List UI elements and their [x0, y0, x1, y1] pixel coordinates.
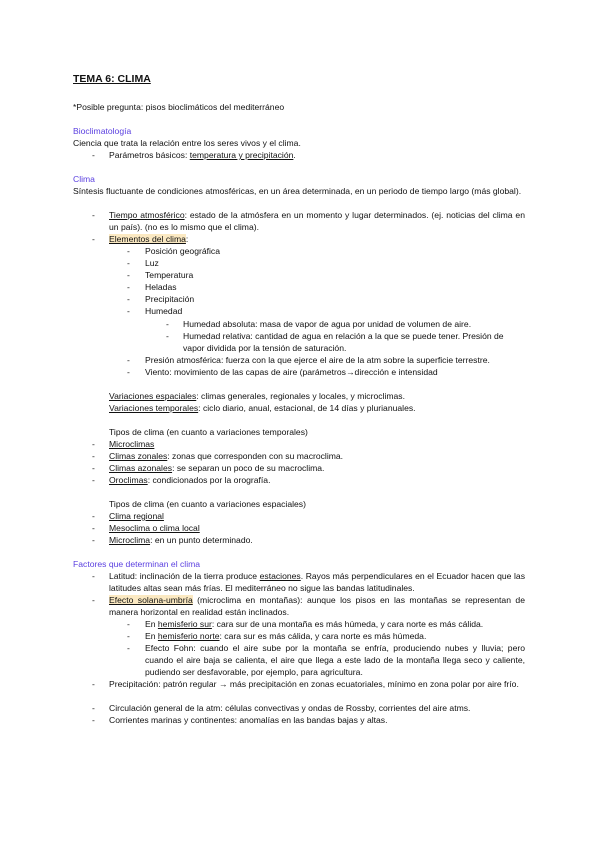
bullet-dash: - [127, 282, 130, 292]
latitud-text-a: Latitud: inclinación de la tierra produce [109, 571, 260, 581]
elemento-item: Temperatura [145, 270, 194, 280]
viento: Viento: movimiento de las capas de aire (parámetros→dirección e intensidad [145, 367, 438, 377]
bullet-dash: - [127, 306, 130, 316]
term: Climas azonales [109, 463, 173, 473]
document-title: TEMA 6: CLIMA [73, 73, 151, 85]
term: Clima regional [109, 511, 164, 521]
exam-note: *Posible pregunta: pisos bioclimáticos del mediterráneo [73, 102, 285, 112]
term: Climas zonales [109, 451, 168, 461]
bullet-dash: - [92, 679, 95, 689]
bullet-dash: - [127, 246, 130, 256]
elemento-item: Humedad [145, 306, 183, 316]
section-heading-bioclimatologia: Bioclimatología [73, 126, 132, 136]
var-temp-term: Variaciones temporales [109, 403, 199, 413]
term: Microclima [109, 535, 151, 545]
list-item-latitud [109, 570, 525, 594]
elementos-term: Elementos del clima [109, 234, 186, 244]
latitud-text-b: . Rayos más perpendiculares en el Ecuador hacen que las latitudes altas sean más frías. El mediterráneo no sigue las bandas latitudinales. [109, 571, 525, 593]
section-heading-clima: Clima [73, 174, 95, 184]
item-label: Parámetros básicos: [109, 150, 190, 160]
tipos-espaciales-heading: Tipos de clima (en cuanto a variaciones espaciales) [109, 499, 306, 509]
bullet-dash: - [92, 463, 95, 473]
humedad-absoluta: Humedad absoluta: masa de vapor de agua por unidad de volumen de aire. [183, 319, 472, 329]
bullet-dash: - [166, 319, 169, 329]
variaciones-temporales [109, 402, 416, 414]
bullet-dash: - [127, 270, 130, 280]
efecto-fohn: Efecto Fohn: cuando el aire sube por la montaña se enfría, produciendo nubes y lluvia; pero cuando el aire baja se calienta, el aire que llega a este lado de la montaña llega seco y caliente, pudiendo ser desfavorable, por ejemplo, para agricultura. [145, 643, 525, 677]
list-item-corrientes: Corrientes marinas y continentes: anomalías en las bandas bajas y altas. [109, 715, 388, 725]
list-item [92, 149, 296, 161]
presion-atmosferica: Presión atmosférica: fuerza con la que ejerce el aire de la atm sobre la superficie terrestre. [145, 355, 490, 365]
prefix: En [145, 619, 158, 629]
var-temp-text: : ciclo diario, anual, estacional, de 14 días y plurianuales. [198, 403, 416, 413]
bullet-dash: - [127, 643, 130, 653]
list-item [109, 510, 164, 522]
bullet-dash: - [92, 150, 95, 160]
list-item [109, 474, 270, 486]
efecto-text: (microclima en montañas): aunque los pisos en las montañas se representan de manera horizontal en realidad están inclinados. [109, 595, 525, 617]
bullet-dash: - [127, 355, 130, 365]
list-item-precipitacion: Precipitación: patrón regular → más precipitación en zonas ecuatoriales, mínimo en zona polar por aire frío. [109, 679, 519, 689]
estaciones-term: estaciones [259, 571, 301, 581]
list-item [109, 438, 154, 450]
var-esp-term: Variaciones espaciales [109, 391, 197, 401]
bullet-dash: - [127, 294, 130, 304]
hem-norte-term: hemisferio norte [157, 631, 220, 641]
hem-sur-term: hemisferio sur [157, 619, 212, 629]
list-item-efecto-solana [109, 594, 525, 618]
list-item-circulacion: Circulación general de la atm: células convectivas y ondas de Rossby, corrientes del aire atms. [109, 703, 471, 713]
term: Microclimas [109, 439, 155, 449]
bullet-dash: - [127, 367, 130, 377]
list-item [109, 534, 253, 546]
humedad-relativa-2: vapor dividida por la tensión de saturación. [183, 343, 347, 353]
tiempo-text: : estado de la atmósfera en un momento y lugar determinados. (ej. noticias del clima en un país). (no es lo mismo que el clima). [109, 210, 525, 232]
elemento-item: Heladas [145, 282, 177, 292]
elemento-item: Posición geográfica [145, 246, 221, 256]
bullet-dash: - [92, 703, 95, 713]
list-item [109, 522, 200, 534]
bullet-dash: - [127, 619, 130, 629]
bullet-dash: - [92, 451, 95, 461]
tipos-temporales-heading: Tipos de clima (en cuanto a variaciones temporales) [109, 427, 308, 437]
bullet-dash: - [166, 331, 169, 341]
bullet-dash: - [92, 511, 95, 521]
hemisferio-sur [145, 618, 483, 630]
hem-sur-text: : cara sur de una montaña es más húmeda, y cara norte es más cálida. [211, 619, 484, 629]
var-esp-text: : climas generales, regionales y locales, y microclimas. [196, 391, 405, 401]
bullet-dash: - [127, 631, 130, 641]
elemento-item: Luz [145, 258, 159, 268]
list-item [109, 450, 343, 462]
term: Oroclimas [109, 475, 148, 485]
params-term: temperatura y precipitación [189, 150, 294, 160]
elemento-item: Precipitación [145, 294, 195, 304]
term-description: : se separan un poco de su macroclima. [172, 463, 325, 473]
variaciones-espaciales [109, 390, 405, 402]
bullet-dash: - [92, 571, 95, 581]
list-item-elementos [109, 233, 188, 245]
term: Mesoclima o clima local [109, 523, 200, 533]
list-item [109, 462, 324, 474]
bullet-dash: - [92, 535, 95, 545]
bullet-dash: - [92, 210, 95, 220]
bullet-dash: - [92, 439, 95, 449]
bullet-dash: - [92, 523, 95, 533]
tiempo-term: Tiempo atmosférico [109, 210, 185, 220]
bullet-dash: - [92, 595, 95, 605]
bullet-dash: - [92, 715, 95, 725]
bullet-dash: - [92, 234, 95, 244]
bullet-dash: - [127, 258, 130, 268]
punct: . [293, 150, 296, 160]
humedad-relativa-1: Humedad relativa: cantidad de agua en relación a la que se puede tener. Presión de [183, 331, 504, 341]
term-description: : en un punto determinado. [150, 535, 253, 545]
bioclimatologia-definition: Ciencia que trata la relación entre los seres vivos y el clima. [73, 138, 301, 148]
prefix: En [145, 631, 158, 641]
term-description: : condicionados por la orografía. [147, 475, 271, 485]
clima-definition: Síntesis fluctuante de condiciones atmosféricas, en un área determinada, en un periodo de tiempo largo (más global). [73, 186, 522, 196]
punct: : [185, 234, 189, 244]
bullet-dash: - [92, 475, 95, 485]
term-description: : zonas que corresponden con su macroclima. [167, 451, 344, 461]
hem-norte-text: : cara sur es más cálida, y cara norte es más húmeda. [219, 631, 427, 641]
section-heading-factores: Factores que determinan el clima [73, 559, 201, 569]
list-item-tiempo [109, 209, 525, 233]
hemisferio-norte [145, 630, 426, 642]
efecto-term: Efecto solana-umbría [109, 595, 193, 605]
